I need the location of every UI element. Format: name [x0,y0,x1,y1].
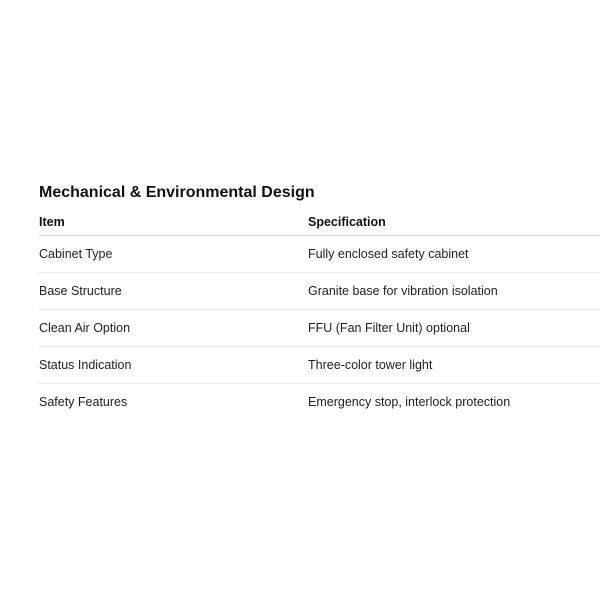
item-cell: Status Indication [39,347,308,384]
table-row [39,384,600,421]
specification-cell: Granite base for vibration isolation [308,273,600,310]
item-cell: Safety Features [39,395,128,409]
item-cell: Clean Air Option [39,310,308,347]
item-cell: Base Structure [39,273,308,310]
section-title: Mechanical & Environmental Design [39,184,315,201]
table-row [39,236,600,273]
spec-table [39,209,600,420]
table-row [39,310,600,347]
mechanical-environmental-section [39,180,600,420]
table-row [39,273,600,310]
column-header-item: Item [39,209,308,236]
specification-cell: Three-color tower light [308,347,600,384]
column-header-specification: Specification [308,209,600,236]
specification-cell: Fully enclosed safety cabinet [308,236,600,273]
specification-cell: FFU (Fan Filter Unit) optional [308,310,600,347]
table-row [39,347,600,384]
specification-cell: Emergency stop, interlock protection [308,395,511,409]
item-cell: Cabinet Type [39,236,308,273]
table-header-row [39,209,600,236]
